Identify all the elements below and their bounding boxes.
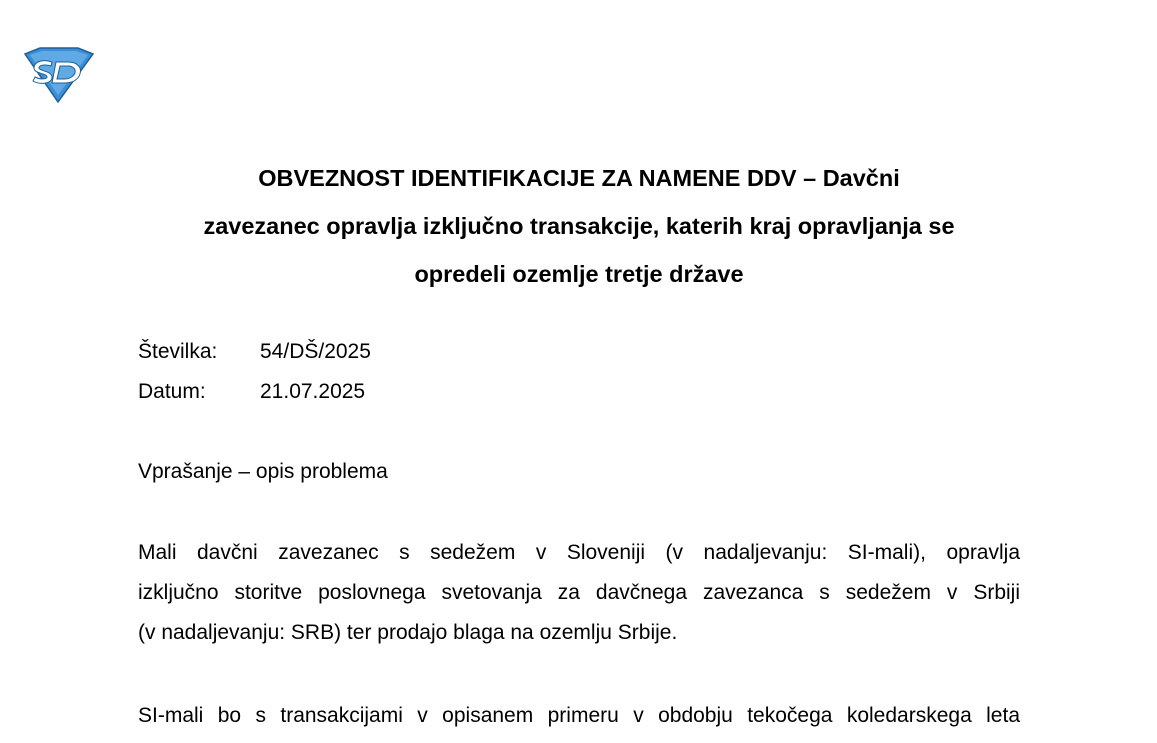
number-value: 54/DŠ/2025	[260, 340, 371, 363]
section-heading: Vprašanje – opis problema	[138, 460, 388, 483]
document-title	[120, 154, 1038, 298]
paragraph-1-line-1: Mali davčni zavezanec s sedežem v Sloveniji (v nadaljevanju: SI-mali), opravlja	[138, 541, 1020, 564]
sd-logo-icon	[22, 46, 96, 104]
paragraph-2	[138, 696, 1020, 736]
title-line-1: OBVEZNOST IDENTIFIKACIJE ZA NAMENE DDV – Davčni	[258, 165, 900, 191]
document-number-row	[138, 340, 371, 364]
date-value: 21.07.2025	[260, 380, 366, 403]
date-label: Datum:	[138, 380, 206, 403]
number-label: Številka:	[138, 340, 218, 363]
paragraph-1-line-3: (v nadaljevanju: SRB) ter prodajo blaga na ozemlju Srbije.	[138, 621, 678, 644]
paragraph-1	[138, 533, 1020, 653]
title-line-2: zavezanec opravlja izključno transakcije, katerih kraj opravljanja se	[203, 213, 955, 239]
paragraph-2-line-1: SI-mali bo s transakcijami v opisanem primeru v obdobju tekočega koledarskega leta	[138, 704, 1020, 727]
paragraph-1-line-2: izključno storitve poslovnega svetovanja za davčnega zavezanca s sedežem v Srbiji	[138, 581, 1020, 604]
document-date-row	[138, 380, 365, 404]
title-line-3: opredeli ozemlje tretje države	[414, 261, 744, 287]
